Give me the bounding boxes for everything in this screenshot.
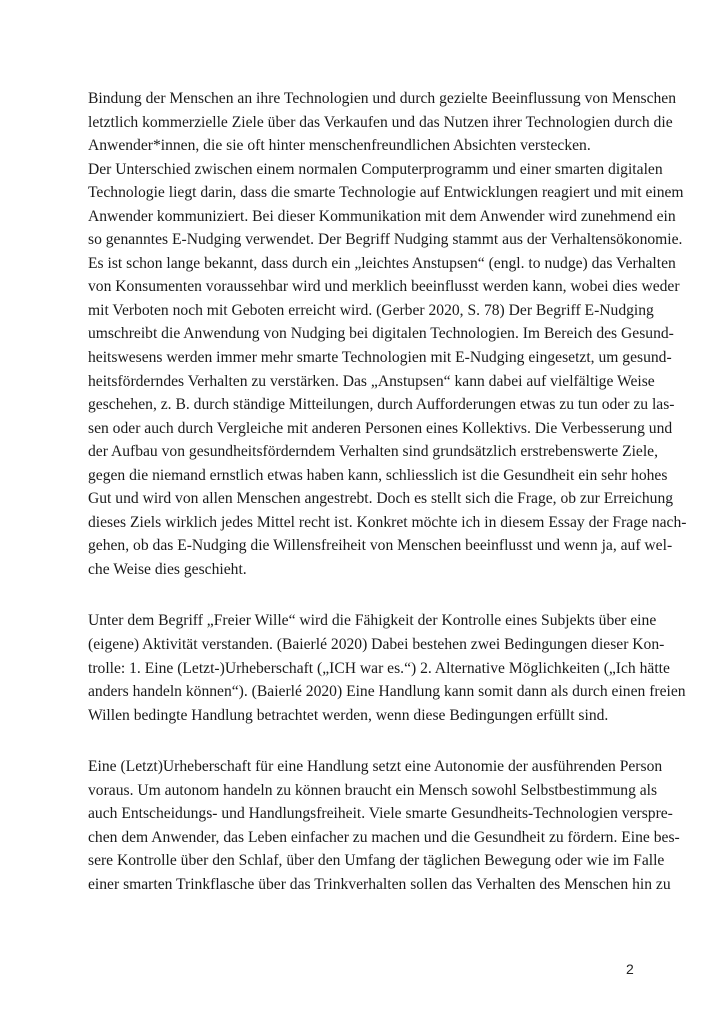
text-line: dieses Ziels wirklich jedes Mittel recht ist. Konkret möchte ich in diesem Essay der Frage nach- [88, 513, 687, 531]
text-line: heitsförderndes Verhalten zu verstärken. Das „Anstupsen“ kann dabei auf vielfältige Weise [88, 372, 655, 390]
text-line: (eigene) Aktivität verstanden. (Baierlé 2020) Dabei bestehen zwei Bedingungen dieser Kon- [88, 636, 665, 654]
paragraph-freier-wille [88, 609, 686, 727]
text-line: von Konsumenten voraussehbar wird und merklich beeinflusst werden kann, wobei dies weder [88, 278, 680, 296]
text-line: gegen die niemand ernstlich etwas haben kann, schliesslich ist die Gesundheit ein sehr hohes [88, 466, 668, 484]
text-line: sere Kontrolle über den Schlaf, über den Umfang der täglichen Bewegung oder wie im Falle [88, 852, 665, 870]
text-line: so genanntes E-Nudging verwendet. Der Begriff Nudging stammt aus der Verhaltensökonomie. [88, 231, 683, 249]
text-line: der Aufbau von gesundheitsförderndem Verhalten sind grundsätzlich erstrebenswerte Ziele, [88, 443, 659, 461]
text-line: Eine (Letzt)Urheberschaft für eine Handlung setzt eine Autonomie der ausführenden Person [88, 758, 663, 776]
text-line: geschehen, z. B. durch ständige Mitteilungen, durch Aufforderungen etwas zu tun oder zu las- [88, 396, 675, 414]
paragraph-urheberschaft [88, 755, 680, 896]
text-line: Anwender*innen, die sie oft hinter menschenfreundlichen Absichten verstecken. [88, 137, 591, 155]
text-line: heitswesens werden immer mehr smarte Technologien mit E-Nudging eingesetzt, um gesund- [88, 349, 672, 367]
text-line: Gut und wird von allen Menschen angestrebt. Doch es stellt sich die Frage, ob zur Erreichung [88, 490, 674, 508]
text-line: auch Entscheidungs- und Handlungsfreiheit. Viele smarte Gesundheits-Technologien verspre- [88, 805, 673, 823]
text-line: che Weise dies geschieht. [88, 560, 247, 578]
text-line: sen oder auch durch Vergleiche mit anderen Personen eines Kollektivs. Die Verbesserung und [88, 419, 673, 437]
text-line: Es ist schon lange bekannt, dass durch ein „leichtes Anstupsen“ (engl. to nudge) das Verhalten [88, 254, 676, 272]
paragraph-e-nudging-intro [88, 87, 687, 581]
text-line: Bindung der Menschen an ihre Technologien und durch gezielte Beeinflussung von Menschen [88, 90, 677, 107]
text-line: gehen, ob das E-Nudging die Willensfreiheit von Menschen beeinflusst und wenn ja, auf wel- [88, 537, 673, 555]
text-line: mit Verboten noch mit Geboten erreicht wird. (Gerber 2020, S. 78) Der Begriff E-Nudging [88, 301, 654, 319]
text-line: anders handeln können“). (Baierlé 2020) Eine Handlung kann somit dann als durch einen freien [88, 683, 686, 701]
text-line: voraus. Um autonom handeln zu können braucht ein Mensch sowohl Selbstbestimmung als [88, 781, 658, 799]
text-line: letztlich kommerzielle Ziele über das Verkaufen und das Nutzen ihrer Technologien durch die [88, 113, 673, 131]
text-line: chen dem Anwender, das Leben einfacher zu machen und die Gesundheit zu fördern. Eine bes- [88, 828, 680, 846]
page-number: 2 [626, 961, 634, 977]
text-line: Anwender kommuniziert. Bei dieser Kommunikation mit dem Anwender wird zunehmend ein [88, 207, 676, 225]
text-line: umschreibt die Anwendung von Nudging bei digitalen Technologien. Im Bereich des Gesund- [88, 325, 674, 343]
body-text [88, 87, 687, 897]
text-line: einer smarten Trinkflasche über das Trinkverhalten sollen das Verhalten des Menschen hin zu [88, 875, 671, 893]
text-line: Unter dem Begriff „Freier Wille“ wird die Fähigkeit der Kontrolle eines Subjekts über eine [88, 612, 657, 630]
text-line: Der Unterschied zwischen einem normalen Computerprogramm und einer smarten digitalen [88, 160, 663, 178]
text-line: Technologie liegt darin, dass die smarte Technologie auf Entwicklungen reagiert und mit einem [88, 184, 684, 202]
text-line: trolle: 1. Eine (Letzt-)Urheberschaft („ICH war es.“) 2. Alternative Möglichkeiten („Ich hätte [88, 659, 670, 677]
text-line: Willen bedingte Handlung betrachtet werden, wenn diese Bedingungen erfüllt sind. [88, 706, 609, 724]
